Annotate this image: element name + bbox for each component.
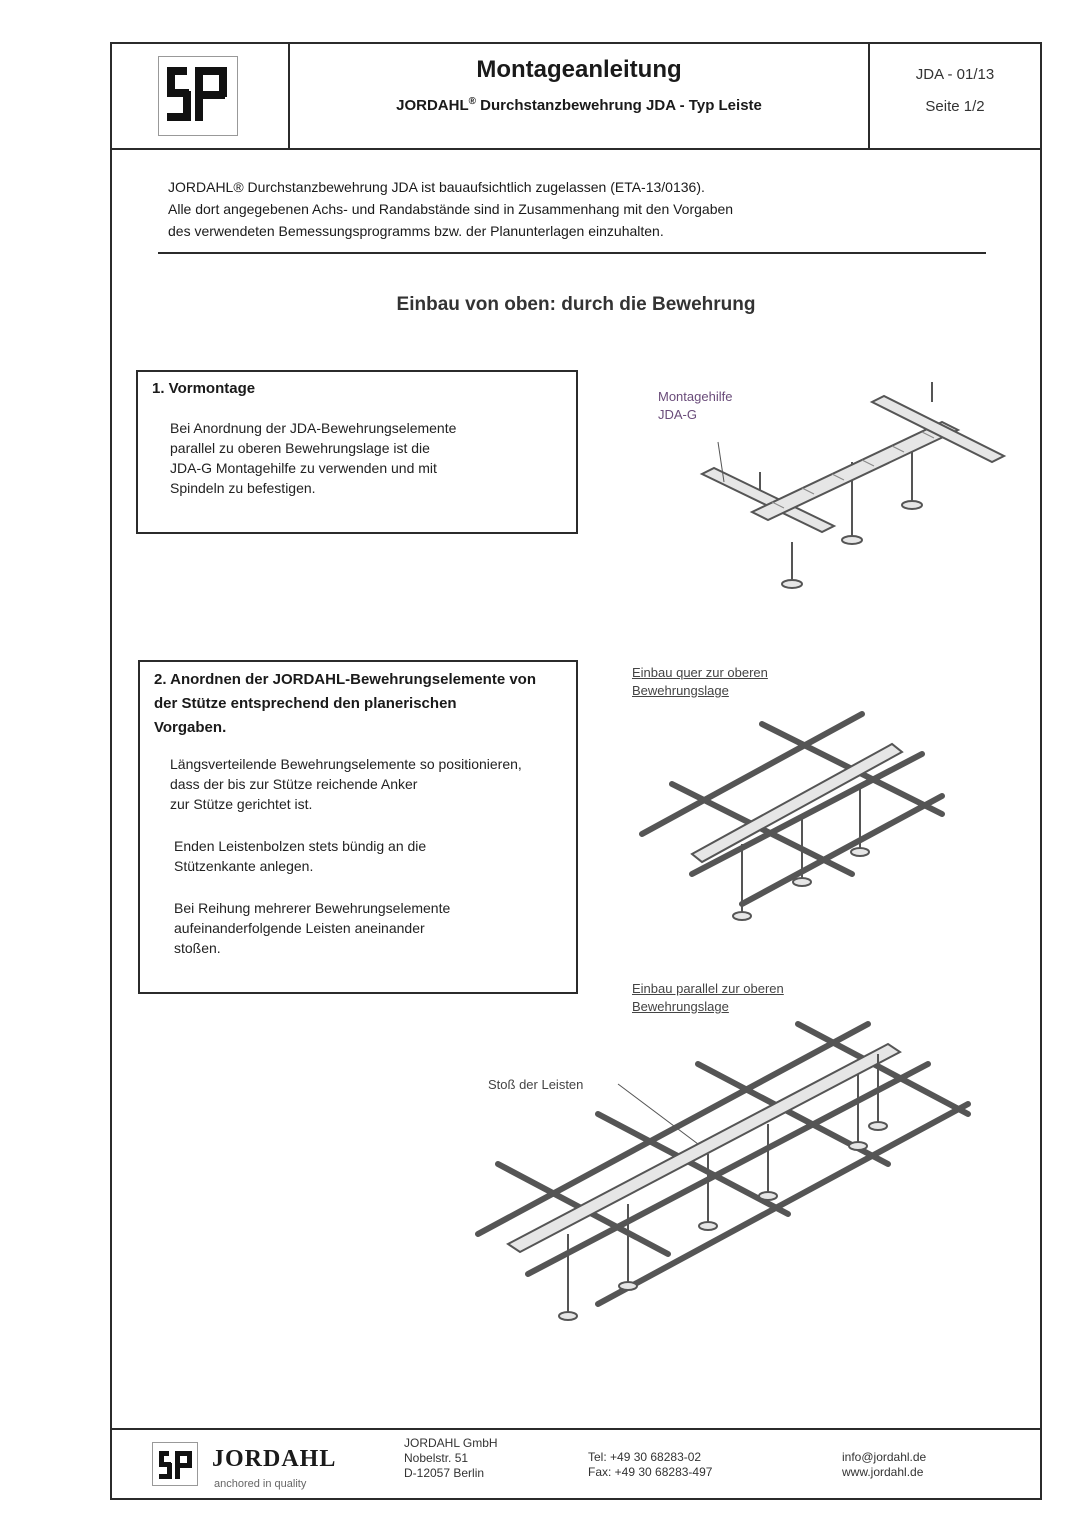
footer-website[interactable]: www.jordahl.de	[842, 1465, 924, 1479]
footer-brand: JORDAHL	[212, 1446, 337, 1472]
step-1-text: Bei Anordnung der JDA-Bewehrungselemente parallel zu oberen Bewehrungslage ist die JDA-G Montagehilfe zu verwenden und mit Spindeln zu befestigen.	[170, 420, 457, 496]
intro-line: Alle dort angegebenen Achs- und Randabstände sind in Zusammenhang mit den Vorgaben	[168, 201, 734, 217]
step-2-paragraph: Enden Leistenbolzen stets bündig an die Stützenkante anlegen.	[174, 838, 427, 874]
intro-line: des verwendeten Bemessungsprogramms bzw. der Planunterlagen einzuhalten.	[168, 223, 664, 239]
page-number: Seite 1/2	[925, 98, 985, 115]
jordahl-logo	[158, 56, 238, 136]
footer-slogan: anchored in quality	[214, 1478, 307, 1490]
header-table	[112, 44, 1040, 150]
step-2-paragraph: Längsverteilende Bewehrungselemente so positionieren, dass der bis zur Stütze reichende Anker zur Stütze gerichtet ist.	[170, 756, 522, 812]
step-2-box	[138, 660, 578, 994]
step-2-title: 2. Anordnen der JORDAHL-Bewehrungselemente von der Stütze entsprechend den planerischen Vorgaben.	[154, 671, 537, 736]
section-heading: Einbau von oben: durch die Bewehrung	[396, 294, 756, 315]
figure-mounting-aid	[672, 362, 1012, 592]
footer	[112, 1428, 1040, 1500]
divider	[158, 252, 986, 254]
document-page	[110, 42, 1042, 1500]
fig1-label: Montagehilfe JDA-G	[658, 389, 733, 422]
figure-parallel	[468, 1004, 988, 1344]
footer-email[interactable]: info@jordahl.de	[842, 1450, 927, 1464]
footer-phone: Tel: +49 30 68283-02 Fax: +49 30 68283-497	[588, 1450, 713, 1479]
logo-cell	[112, 44, 290, 148]
step-1-title: 1. Vormontage	[152, 380, 256, 397]
document-title: Montageanleitung	[476, 56, 682, 83]
intro-line: JORDAHL® Durchstanzbewehrung JDA ist bauaufsichtlich zugelassen (ETA-13/0136).	[168, 179, 705, 195]
document-code: JDA - 01/13	[915, 66, 995, 83]
footer-logo-icon	[152, 1442, 198, 1486]
step-2-paragraph: Bei Reihung mehrerer Bewehrungselemente aufeinanderfolgende Leisten aneinander stoßen.	[174, 900, 451, 956]
footer-contact	[842, 1450, 926, 1480]
step-1-box	[136, 370, 578, 534]
title-cell	[290, 44, 870, 148]
fig3-label: Stoß der Leisten	[488, 1077, 584, 1092]
intro-text	[168, 176, 988, 242]
figure-transverse	[632, 704, 952, 934]
reference-cell	[870, 44, 1040, 148]
footer-address: JORDAHL GmbH Nobelstr. 51 D-12057 Berlin	[404, 1436, 498, 1480]
fig3-caption: Einbau parallel zur oberen Bewehrungslage	[632, 981, 784, 1014]
document-subtitle: JORDAHL® Durchstanzbewehrung JDA - Typ Leiste	[396, 96, 762, 114]
fig2-caption: Einbau quer zur oberen Bewehrungslage	[632, 665, 768, 698]
